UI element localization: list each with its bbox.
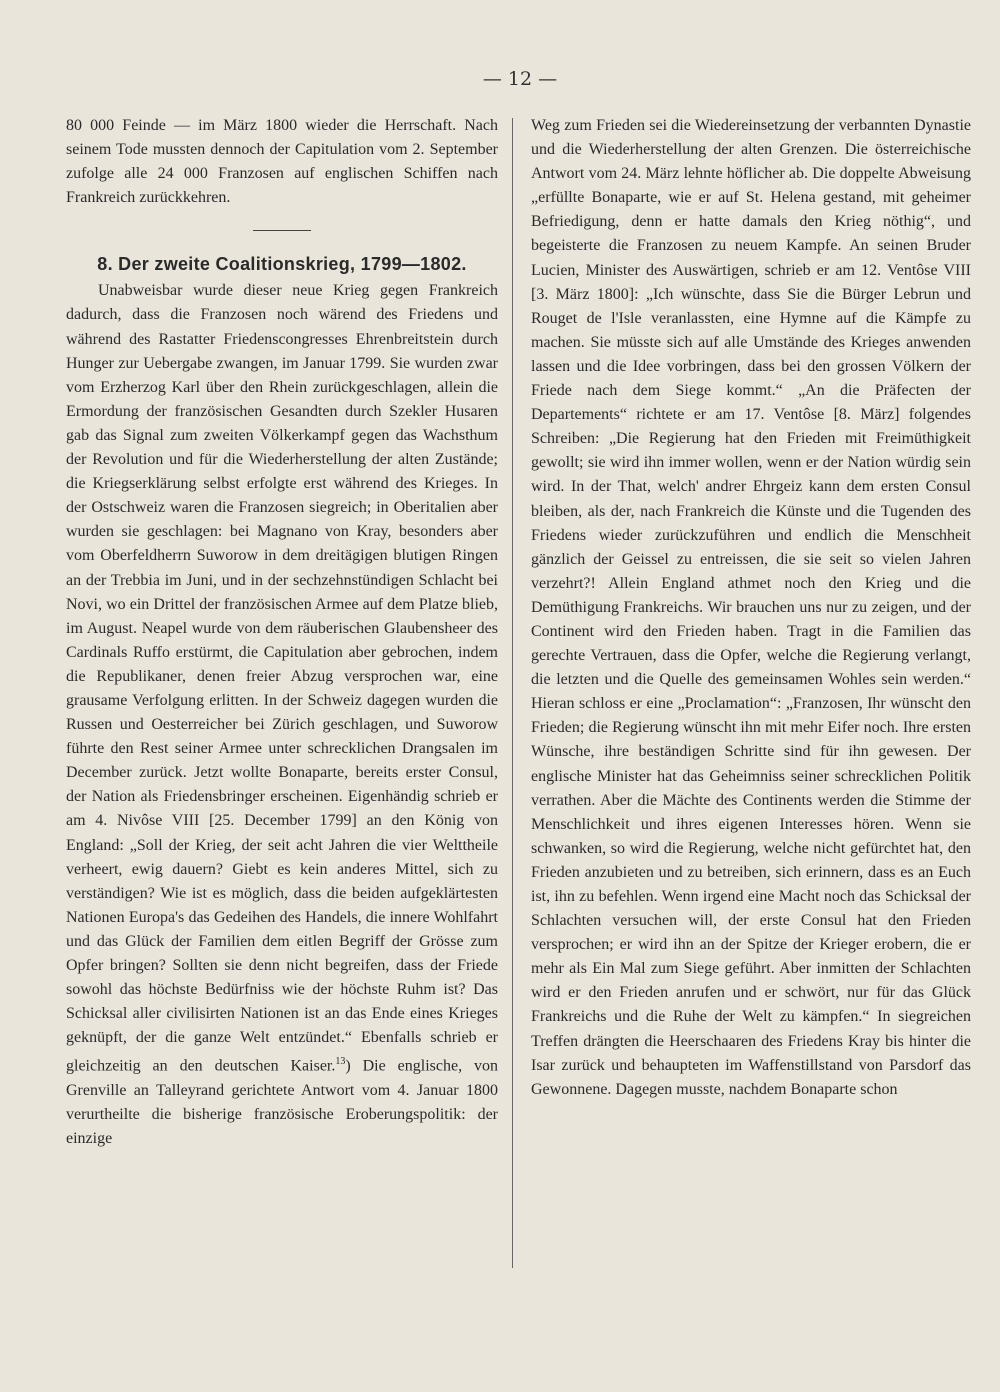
section-divider xyxy=(253,230,311,231)
left-paragraph-2 xyxy=(66,279,498,1151)
left-column xyxy=(66,114,498,1274)
column-rule xyxy=(512,118,513,1268)
right-column xyxy=(531,114,971,1274)
left-paragraph-2-text: Unabweisbar wurde dieser neue Krieg gegen Frankreich dadurch, dass die Franzosen noch wärend des Friedens und während des Rastatter Friedenscongresses Ehrenbreitstein durch Hunger zur Uebergabe zwangen, im Januar 1799. Sie wurden zwar vom Erzherzog Karl über den Rhein zurückgeschlagen, allein die Ermordung der französischen Gesandten durch Szekler Husaren gab das Signal zum zweiten Völkerkampf gegen das Wachsthum der Revolution und für die Wiederherstellung der alten Zustände; die Kriegserklärung selbst erfolgte erst während des Krieges. In der Ostschweiz waren die Franzosen siegreich; in Oberitalien aber wurden sie geschlagen: bei Magnano von Kray, besonders aber vom Oberfeldherrn Suworow in dem dreitägigen blutigen Ringen an der Trebbia im Juni, und in der sechzehnstündigen Schlacht bei Novi, wo ein Drittel der französischen Armee auf dem Platze blieb, im August. Neapel wurde von dem räuberischen Glaubensheer des Cardinals Ruffo erstürmt, die Capitulation aber gebrochen, indem die Republikaner, denen freier Abzug versprochen war, eine grausame Verfolgung erlitten. In der Schweiz dagegen wurden die Russen und Oesterreicher bei Zürich geschlagen, und Suworow führte den Rest seiner Armee unter schrecklichen Drangsalen im December zurück. Jetzt wollte Bonaparte, bereits erster Consul, der Nation als Friedensbringer erscheinen. Eigenhändig schrieb er am 4. Nivôse VIII [25. December 1799] an den König von England: „Soll der Krieg, der seit acht Jahren die vier Welttheile verheert, ewig dauern? Giebt es kein anderes Mittel, sich zu verständigen? Wie ist es möglich, dass die beiden aufgeklärtesten Nationen Europa's das Gedeihen des Handels, die innere Wohlfahrt und das Glück der Familien dem eitlen Begriff der Grösse zum Opfer bringen? Sollten sie denn nicht begreifen, dass der Friede sowohl das höchste Bedürfniss wie der höchste Ruhm ist? Das Schicksal aller civilisirten Nationen ist an das Ende eines Krieges geknüpft, der die ganze Welt entzündet.“ Ebenfalls schrieb er gleichzeitig an den deutschen Kaiser. xyxy=(66,282,498,1075)
left-paragraph-2-tail: ) Die englische, von Grenville an Talleyrand gerichtete Antwort vom 4. Januar 1800 verurtheilte die bisherige französische Eroberungspolitik: der einzige xyxy=(66,1057,498,1147)
right-paragraph-1: Weg zum Frieden sei die Wiedereinsetzung der verbannten Dynastie und die Wiederherstellung der alten Grenzen. Die österreichische Antwort vom 24. März lehnte höflicher ab. Die doppelte Abweisung „erfüllte Bonaparte, wie er auf St. Helena gestand, mit geheimer Befriedigung, denn er hatte damals den Krieg nöthig“, und begeisterte die Franzosen zu neuem Kampfe. An seinen Bruder Lucien, Minister des Auswärtigen, schrieb er am 12. Ventôse VIII [3. März 1800]: „Ich wünschte, dass Sie die Bürger Lebrun und Rouget de l'Isle veranlassten, eine Hymne auf die Kämpfe zu machen. Sie müsste sich auf alle Umstände des Krieges anwenden lassen und die Idee vorbringen, dass bei den grossen Völkern der Friede nach dem Siege kommt.“ „An die Präfecten der Departements“ richtete er am 17. Ventôse [8. März] folgendes Schreiben: „Die Regierung hat den Frieden mit Freimüthigkeit gewollt; sie wird ihn immer wollen, wenn er der Nation würdig sein wird. In der That, welch' andrer Ehrgeiz kann dem ersten Consul bleiben, als der, nach Frankreich die Künste und die Tugenden des Friedens wieder zurückzuführen und endlich die Menschheit gänzlich der Geissel zu entreissen, die sie seit so vielen Jahren verzehrt?! Allein England athmet noch den Krieg und die Demüthigung Frankreichs. Wir brauchen uns nur zu zeigen, und der Continent wird den Frieden haben. Tragt in die Familien das gerechte Vertrauen, dass die Opfer, welche die Regierung verlangt, die letzten und die Quelle des gemeinsamen Wohles sein werden.“ Hieran schloss er eine „Proclamation“: „Franzosen, Ihr wünscht den Frieden; die Regierung wünscht ihn mit mehr Eifer noch. Ihre ersten Wünsche, ihre beständigen Schritte sind für ihn gewesen. Der englische Minister hat das Geheimniss seiner schrecklichen Politik verrathen. Aber die Mächte des Continents werden die Stimme der Menschlichkeit und ihres eigenen Interesses hören. Wenn sie schwanken, so wird die Regierung, welche nicht gefürchtet hat, den Frieden anzubieten und zu betreiben, sich erinnern, dass es an Euch ist, ihn zu befehlen. Wenn irgend eine Macht noch das Schicksal der Schlachten versuchen will, der erste Consul hat den Frieden versprochen; er wird ihn an der Spitze der Krieger erobern, die er mehr als Ein Mal zum Siege geführt. Aber inmitten der Schlachten wird er den Frieden anrufen und er schwört, nur für das Glück Frankreichs und die Ruhe der Welt zu kämpfen.“ In siegreichen Treffen drängten die Heerschaaren des Friedens Kray bis hinter die Isar zurück und behaupteten im Waffenstillstand von Parsdorf das Gewonnene. Dagegen musste, nachdem Bonaparte schon xyxy=(531,117,971,1098)
section-heading: 8. Der zweite Coalitionskrieg, 1799—1802. xyxy=(97,254,467,275)
footnote-reference: 13 xyxy=(335,1056,346,1068)
page-number: — 12 — xyxy=(482,68,558,90)
left-paragraph-1: 80 000 Feinde — im März 1800 wieder die Herrschaft. Nach seinem Tode mussten dennoch der Capitulation vom 2. September zufolge alle 24 000 Franzosen auf englischen Schiffen nach Frankreich zurückkehren. xyxy=(66,117,498,207)
